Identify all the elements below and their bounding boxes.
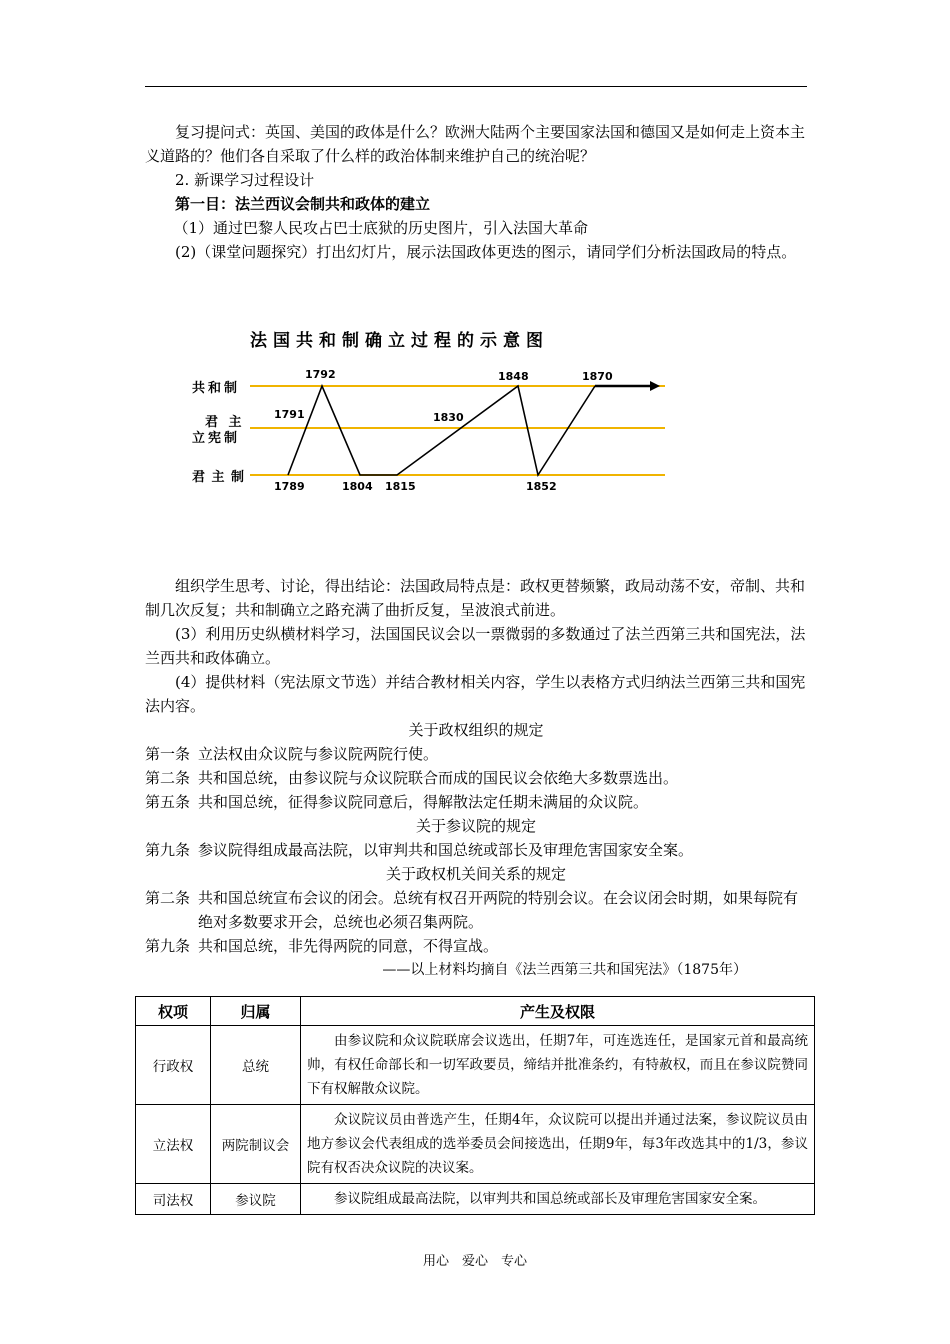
year-label: 1830 <box>433 411 464 424</box>
section-title-senate: 关于参议院的规定 <box>415 817 536 835</box>
table-row <box>136 1184 815 1215</box>
conclusion: 组织学生思考、讨论，得出结论：法国政局特点是：政权更替频繁，政局动荡不安，帝制、共和制几次反复；共和制确立之路充满了曲折反复，呈波浪式前进。 <box>145 577 806 619</box>
year-label: 1852 <box>526 480 557 493</box>
source-citation: ——以上材料均摘自《法兰西第三共和国宪法》（1875年） <box>382 962 747 978</box>
table-header-row <box>136 997 815 1026</box>
step-2: (2)（课堂问题探究）打出幻灯片，展示法国政体更迭的图示，请同学们分析法国政局的特点。 <box>175 243 797 261</box>
article-number: 第二条 <box>145 889 191 907</box>
article-number: 第九条 <box>145 937 191 955</box>
year-label: 1804 <box>342 480 373 493</box>
article <box>145 742 807 766</box>
power-cell: 行政权 <box>136 1026 211 1105</box>
article-text: 共和国总统，非先得两院的同意，不得宣战。 <box>198 937 499 955</box>
year-label: 1815 <box>385 480 416 493</box>
power-cell: 司法权 <box>136 1184 211 1215</box>
article-text: 共和国总统，征得参议院同意后，得解散法定任期未满届的众议院。 <box>198 793 649 811</box>
step-1: （1）通过巴黎人民攻占巴士底狱的历史图片，引入法国大革命 <box>173 219 589 237</box>
step-3: (3）利用历史纵横材料学习，法国国民议会以一票微弱的多数通过了法兰西第三共和国宪法，法兰西共和政体确立。 <box>145 625 806 667</box>
level-label-republic: 共和制 <box>192 381 241 396</box>
year-label: 1789 <box>274 480 305 493</box>
page-footer: 用心 爱心 专心 <box>422 1254 527 1269</box>
article-number: 第九条 <box>145 841 191 859</box>
heading-first-topic: 第一目：法兰西议会制共和政体的建立 <box>175 195 431 213</box>
regime-line <box>288 386 595 475</box>
review-question: 复习提问式：英国、美国的政体是什么？欧洲大陆两个主要国家法国和德国又是如何走上资本主义道路的？他们各自采取了什么样的政治体制来维护自己的统治呢？ <box>145 123 806 165</box>
header-rule <box>145 86 807 87</box>
owner-cell: 两院制议会 <box>211 1105 301 1184</box>
level-label-constitutional-a: 君 主 <box>205 415 245 430</box>
owner-cell: 参议院 <box>211 1184 301 1215</box>
level-label-constitutional-b: 立宪制 <box>192 431 241 446</box>
lesson-body-bottom <box>145 574 807 982</box>
section-2-title: 2. 新课学习过程设计 <box>175 171 315 189</box>
description-cell: 众议院议员由普选产生，任期4年，众议院可以提出并通过法案，参议院议员由地方参议会代表组成的选举委员会间接选出，任期9年，每3年改选其中的1/3，参议院有权否决众议院的决议案。 <box>301 1105 815 1184</box>
section-title-organization: 关于政权组织的规定 <box>408 721 544 739</box>
owner-cell: 总统 <box>211 1026 301 1105</box>
step-4: (4）提供材料（宪法原文节选）并结合教材相关内容，学生以表格方式归纳法兰西第三共和国宪法内容。 <box>145 673 806 715</box>
section-title-relations: 关于政权机关间关系的规定 <box>385 865 566 883</box>
table-header: 权项 <box>136 997 211 1026</box>
year-label: 1848 <box>498 370 529 383</box>
article-number: 第一条 <box>145 745 191 763</box>
article-number: 第五条 <box>145 793 191 811</box>
article <box>145 934 807 958</box>
arrow-head-icon <box>650 381 660 391</box>
article <box>145 766 807 790</box>
year-label: 1791 <box>274 408 305 421</box>
article-text: 立法权由众议院与参议院两院行使。 <box>198 745 439 763</box>
lesson-body-top <box>145 120 807 264</box>
year-label: 1792 <box>305 368 336 381</box>
chart-title: 法国共和制确立过程的示意图 <box>250 331 549 351</box>
table-header: 产生及权限 <box>301 997 815 1026</box>
article <box>145 886 807 934</box>
article-text: 参议院得组成最高法院，以审判共和国总统或部长及审理危害国家安全案。 <box>198 841 694 859</box>
year-label: 1870 <box>582 370 613 383</box>
power-cell: 立法权 <box>136 1105 211 1184</box>
article <box>145 838 807 862</box>
table-row <box>136 1026 815 1105</box>
article-text: 共和国总统宣布会议的闭会。总统有权召开两院的特别会议。在会议闭会时期，如果每院有绝对多数要求开会，总统也必须召集两院。 <box>198 889 799 931</box>
constitution-summary-table <box>135 996 815 1215</box>
article-text: 共和国总统，由参议院与众议院联合而成的国民议会依绝大多数票选出。 <box>198 769 679 787</box>
table-row <box>136 1105 815 1184</box>
description-cell: 参议院组成最高法院，以审判共和国总统或部长及审理危害国家安全案。 <box>301 1184 815 1215</box>
article <box>145 790 807 814</box>
article-number: 第二条 <box>145 769 191 787</box>
table-header: 归属 <box>211 997 301 1026</box>
description-cell: 由参议院和众议院联席会议选出，任期7年，可连选连任，是国家元首和最高统帅，有权任命部长和一切军政要员，缔结并批准条约，有特赦权，而且在参议院赞同下有权解散众议院。 <box>301 1026 815 1105</box>
level-label-monarchy: 君 主 制 <box>192 470 246 485</box>
regime-change-chart <box>180 318 700 508</box>
